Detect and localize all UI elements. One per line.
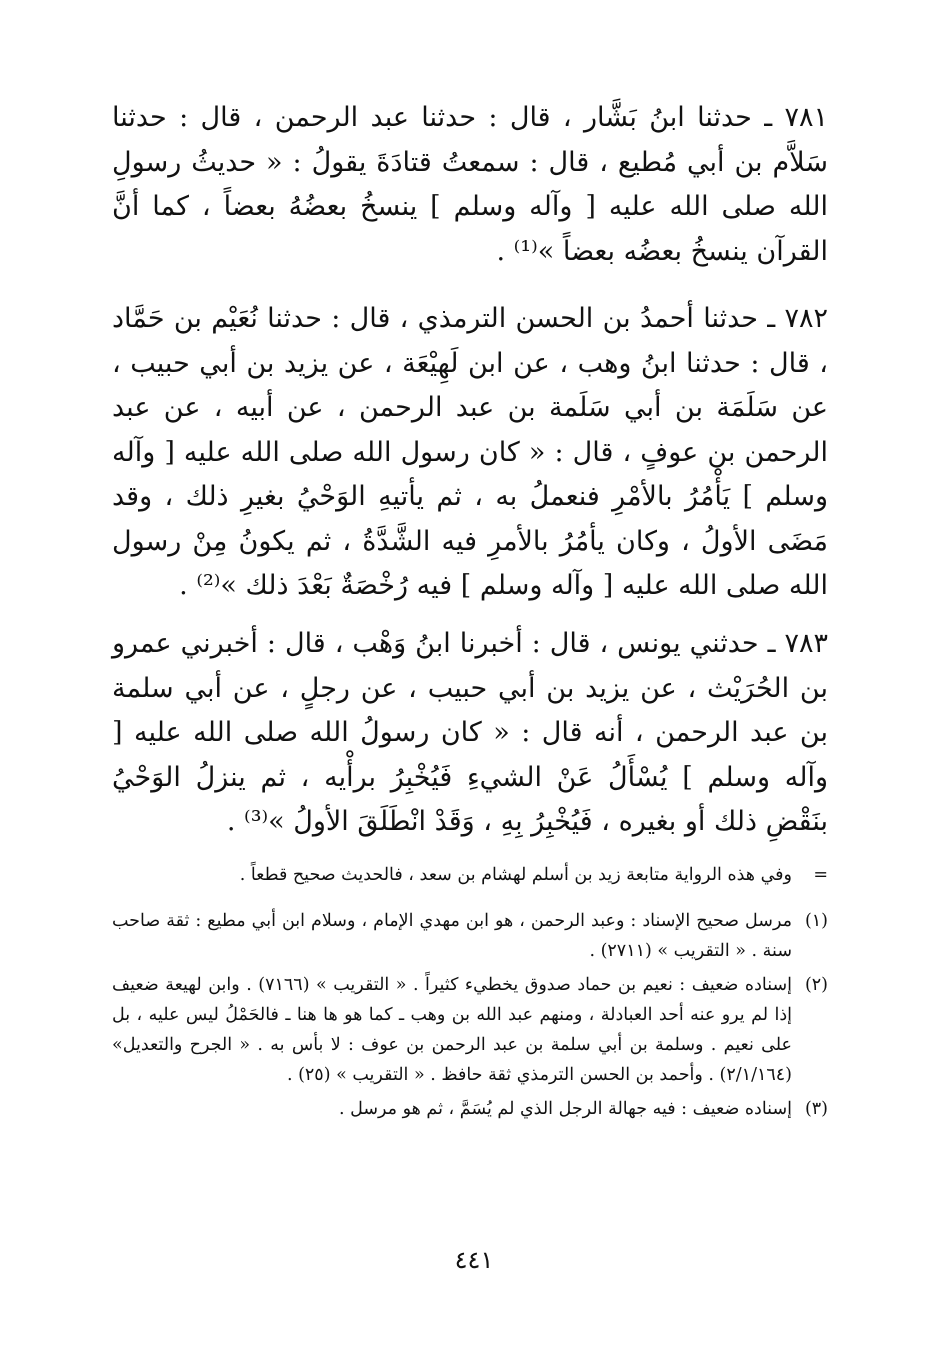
footnote-text: إسناده ضعيف : نعيم بن حماد صدوق يخطيء كثيراً . « التقريب » (٧١٦٦) . وابن لهيعة ضعيف إذا لم يرو عنه أحد العبادلة ، ومنهم عبد الله بن وهب ـ كما هو ها هنا ـ فالحَمْلُ ليس عليه ، بل على نعيم . وسلمة بن أبي سلمة بن عبد الرحمن بن عوف : لا بأس به . « الجرح والتعديل» (٢/١/١٦٤) . وأحمد بن الحسن الترمذي ثقة حافظ . « التقريب » (٢٥) .: [112, 975, 792, 1085]
footnote-text: وفي هذه الرواية متابعة زيد بن أسلم لهشام بن سعد ، فالحديث صحيح قطعاً .: [239, 865, 792, 885]
hadith-783: [112, 622, 828, 845]
footnote-1: [112, 906, 828, 966]
page-number: ٤٤١: [454, 1246, 494, 1274]
hadith-text: ٧٨١ ـ حدثنا ابنُ بَشَّار ، قال : حدثنا عبد الرحمن ، قال : حدثنا سَلاَّم بن أبي مُطيع ، قال : سمعتُ قتادَةَ يقولُ : « حديثُ رسولِ الله صلى الله عليه [ وآله وسلم ] ينسخُ بعضُهُ بعضاً ، كما أنَّ القرآن ينسخُ بعضُه بعضاً »⁽¹⁾ .: [112, 102, 828, 267]
footnote-3: [112, 1094, 828, 1124]
hadith-text: ٧٨٢ ـ حدثنا أحمدُ بن الحسن الترمذي ، قال : حدثنا نُعَيْم بن حَمَّاد ، قال : حدثنا ابنُ وهب ، عن ابن لَهِيْعَة ، عن يزيد بن أبي حبيب ، عن سَلَمَة بن أبي سَلَمة بن عبد الرحمن ، عن أبيه ، عن عبد الرحمن بن عوفٍ ، قال : « كان رسول الله صلى الله عليه [ وآله وسلم ] يَأْمُرُ بالأمْرِ فنعملُ به ، ثم يأتيهِ الوَحْيُ بغيرِ ذلك ، وقد مَضَى الأولُ ، وكان يأمُرُ بالأمرِ فيه الشَّدَّةُ ، ثم يكونُ مِنْ رسول الله صلى الله عليه [ وآله وسلم ] فيه رُخْصَةٌ بَعْدَ ذلك »⁽²⁾ .: [112, 303, 828, 601]
footnote-continuation: [112, 860, 828, 890]
footnote-separator: [112, 852, 828, 853]
hadith-781: [112, 96, 828, 274]
footnote-mark: (١): [804, 911, 828, 931]
footnote-mark: (٣): [804, 1099, 828, 1119]
footnote-mark: (٢): [804, 975, 828, 995]
footnote-text: مرسل صحيح الإسناد : وعبد الرحمن ، هو ابن مهدي الإمام ، وسلام ابن أبي مطيع : ثقة صاحب سنة . « التقريب » (٢٧١١) .: [112, 911, 792, 961]
hadith-text: ٧٨٣ ـ حدثني يونس ، قال : أخبرنا ابنُ وَهْب ، قال : أخبرني عمرو بن الحُرَيْث ، عن يزيد بن أبي حبيب ، عن رجلٍ ، عن أبي سلمة بن عبد الرحمن ، أنه قال : « كان رسولُ الله صلى الله عليه [ وآله وسلم ] يُسْأَلُ عَنْ الشيءِ فَيُخْبِرُ برأْيه ، ثم ينزلُ الوَحْيُ بنَقْضِ ذلك أو بغيره ، فَيُخْبِرُ بِهِ ، وَقَدْ انْطَلَقَ الأولُ »⁽³⁾ .: [112, 628, 828, 837]
footnotes-section: [112, 860, 828, 1124]
footnote-mark: =: [813, 865, 828, 885]
footnote-text: إسناده ضعيف : فيه جهالة الرجل الذي لم يُسَمَّ ، ثم هو مرسل .: [338, 1099, 792, 1119]
footnote-2: [112, 970, 828, 1090]
hadith-782: [112, 297, 828, 609]
